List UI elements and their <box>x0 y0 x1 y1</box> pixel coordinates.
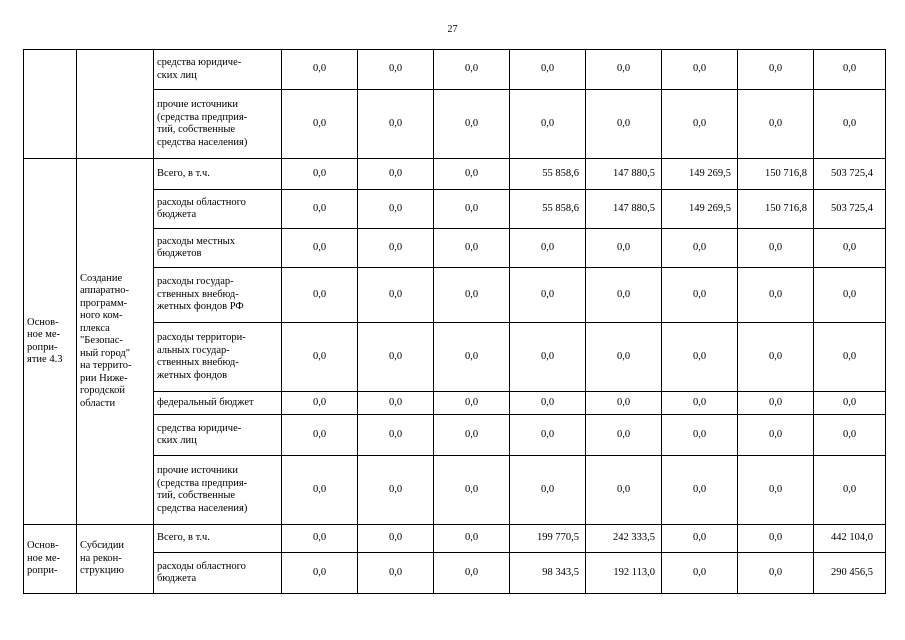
cell-line: (средства предприя- <box>157 477 248 489</box>
main-activity-cell <box>24 525 77 594</box>
amount-cell: 0,0 <box>662 323 738 392</box>
cell-line: средства юридиче- <box>157 57 242 68</box>
amount-cell: 0,0 <box>510 323 586 392</box>
amount-cell: 147 880,5 <box>586 190 662 229</box>
amount-cell: 0,0 <box>586 50 662 90</box>
funding-source-cell <box>154 525 282 553</box>
amount-cell: 0,0 <box>814 50 886 90</box>
amount-cell: 0,0 <box>662 525 738 553</box>
cell-line: бюджетов <box>157 248 202 259</box>
amount-cell: 0,0 <box>738 323 814 392</box>
amount-cell: 0,0 <box>434 553 510 594</box>
amount-cell: 0,0 <box>358 525 434 553</box>
cell-line: средства населения) <box>157 502 248 514</box>
cell-line: средства юридиче- <box>157 422 242 434</box>
cell-line: альных государ- <box>157 344 230 356</box>
amount-cell: 0,0 <box>662 415 738 456</box>
amount-cell: 0,0 <box>282 415 358 456</box>
amount-cell: 0,0 <box>434 456 510 525</box>
table-row <box>24 525 886 553</box>
cell-line: Субсидии <box>80 540 125 552</box>
table-row <box>24 229 886 268</box>
cell-line: ного ком- <box>80 310 123 322</box>
amount-cell: 0,0 <box>282 525 358 553</box>
table-row <box>24 553 886 594</box>
amount-cell: 0,0 <box>814 229 886 268</box>
amount-cell: 0,0 <box>738 268 814 323</box>
amount-cell: 0,0 <box>434 90 510 159</box>
amount-cell: 0,0 <box>738 456 814 525</box>
amount-cell: 0,0 <box>282 456 358 525</box>
page-number: 27 <box>447 24 458 35</box>
amount-cell: 0,0 <box>510 268 586 323</box>
table-row <box>24 159 886 190</box>
amount-cell: 199 770,5 <box>510 525 586 553</box>
cell-line: бюджета <box>157 573 197 584</box>
amount-cell: 0,0 <box>358 190 434 229</box>
cell-line: городской <box>80 385 125 397</box>
cell-line: прочие источники <box>157 99 238 110</box>
cell-line: жетных фондов РФ <box>157 301 244 313</box>
cell-line: жетных фондов <box>157 369 228 381</box>
amount-cell: 0,0 <box>814 392 886 415</box>
cell-line: аппаратно- <box>80 285 130 297</box>
funding-source-cell <box>154 268 282 323</box>
amount-cell: 0,0 <box>586 415 662 456</box>
cell-line: Всего, в т.ч. <box>157 532 210 544</box>
activity-description-cell <box>77 159 154 525</box>
cell-line: ный город" <box>80 347 131 359</box>
amount-cell: 0,0 <box>738 50 814 90</box>
funding-source-cell <box>154 456 282 525</box>
cell-line: программ- <box>80 297 128 309</box>
amount-cell: 150 716,8 <box>738 190 814 229</box>
table-row <box>24 50 886 90</box>
main-activity-cell <box>24 159 77 525</box>
cell-line: ственных внебюд- <box>157 357 239 368</box>
amount-cell: 0,0 <box>662 456 738 525</box>
cell-line: прочие источники <box>157 465 238 476</box>
table-row <box>24 323 886 392</box>
activity-description-cell <box>77 525 154 594</box>
cell-line: расходы областного <box>157 196 246 208</box>
cell-line: ропри- <box>27 565 58 577</box>
amount-cell: 0,0 <box>282 159 358 190</box>
amount-cell: 0,0 <box>662 229 738 268</box>
amount-cell: 0,0 <box>282 229 358 268</box>
funding-source-cell <box>154 50 282 90</box>
amount-cell: 0,0 <box>738 392 814 415</box>
amount-cell: 0,0 <box>434 50 510 90</box>
amount-cell: 0,0 <box>814 323 886 392</box>
amount-cell: 0,0 <box>586 90 662 159</box>
table-row <box>24 190 886 229</box>
amount-cell: 150 716,8 <box>738 159 814 190</box>
cell-line: на террито- <box>80 360 132 372</box>
amount-cell: 0,0 <box>510 90 586 159</box>
amount-cell: 0,0 <box>358 159 434 190</box>
amount-cell: 0,0 <box>662 90 738 159</box>
amount-cell: 0,0 <box>434 190 510 229</box>
amount-cell: 0,0 <box>586 229 662 268</box>
funding-source-cell <box>154 190 282 229</box>
table-row <box>24 90 886 159</box>
funding-source-cell <box>154 415 282 456</box>
amount-cell: 0,0 <box>510 456 586 525</box>
amount-cell: 503 725,4 <box>814 159 886 190</box>
cell-line: ских лиц <box>157 69 197 81</box>
amount-cell: 0,0 <box>586 323 662 392</box>
amount-cell: 0,0 <box>662 268 738 323</box>
amount-cell: 0,0 <box>510 50 586 90</box>
cell-line: Основ- <box>27 316 59 328</box>
amount-cell: 290 456,5 <box>814 553 886 594</box>
amount-cell: 0,0 <box>434 268 510 323</box>
amount-cell: 0,0 <box>282 190 358 229</box>
amount-cell: 503 725,4 <box>814 190 886 229</box>
amount-cell: 147 880,5 <box>586 159 662 190</box>
amount-cell: 149 269,5 <box>662 159 738 190</box>
amount-cell: 0,0 <box>358 392 434 415</box>
amount-cell: 0,0 <box>662 392 738 415</box>
amount-cell: 0,0 <box>434 525 510 553</box>
amount-cell: 0,0 <box>282 392 358 415</box>
amount-cell: 0,0 <box>282 268 358 323</box>
amount-cell: 0,0 <box>358 229 434 268</box>
funding-source-cell <box>154 90 282 159</box>
amount-cell: 0,0 <box>814 456 886 525</box>
table-row <box>24 268 886 323</box>
cell-line: рии Ниже- <box>80 372 128 384</box>
funding-source-cell <box>154 323 282 392</box>
cell-line: тий, собственные <box>157 124 236 135</box>
amount-cell: 0,0 <box>510 392 586 415</box>
amount-cell: 192 113,0 <box>586 553 662 594</box>
cell-line: тий, собственные <box>157 490 236 501</box>
amount-cell: 0,0 <box>358 456 434 525</box>
funding-source-cell <box>154 553 282 594</box>
amount-cell: 0,0 <box>434 415 510 456</box>
cell-line: струкцию <box>80 565 124 577</box>
cell-line: ственных внебюд- <box>157 288 239 300</box>
cell-line: Основ- <box>27 540 59 552</box>
cell-line: ятие 4.3 <box>27 354 63 365</box>
cell-line: расходы территори- <box>157 332 246 343</box>
activity-description-cell <box>77 50 154 159</box>
amount-cell: 55 858,6 <box>510 190 586 229</box>
amount-cell: 0,0 <box>738 525 814 553</box>
amount-cell: 0,0 <box>586 268 662 323</box>
amount-cell: 0,0 <box>434 323 510 392</box>
cell-line: ропри- <box>27 341 58 353</box>
amount-cell: 0,0 <box>282 323 358 392</box>
amount-cell: 0,0 <box>358 323 434 392</box>
cell-line: ное ме- <box>27 552 61 564</box>
cell-line: ских лиц <box>157 435 197 446</box>
cell-line: расходы государ- <box>157 276 234 288</box>
amount-cell: 0,0 <box>814 90 886 159</box>
amount-cell: 0,0 <box>814 415 886 456</box>
cell-line: бюджета <box>157 209 197 220</box>
amount-cell: 0,0 <box>358 50 434 90</box>
table-row <box>24 456 886 525</box>
amount-cell: 442 104,0 <box>814 525 886 553</box>
cell-line: расходы местных <box>157 235 235 247</box>
cell-line: Создание <box>80 272 123 284</box>
funding-source-cell <box>154 159 282 190</box>
amount-cell: 0,0 <box>434 159 510 190</box>
amount-cell: 0,0 <box>586 392 662 415</box>
amount-cell: 149 269,5 <box>662 190 738 229</box>
cell-line: ное ме- <box>27 329 61 340</box>
table-row <box>24 392 886 415</box>
cell-line: (средства предприя- <box>157 111 248 123</box>
cell-line: области <box>80 397 116 409</box>
main-activity-cell <box>24 50 77 159</box>
cell-line: на рекон- <box>80 552 122 564</box>
amount-cell: 0,0 <box>738 553 814 594</box>
cell-line: средства населения) <box>157 136 248 148</box>
amount-cell: 0,0 <box>510 415 586 456</box>
amount-cell: 0,0 <box>358 268 434 323</box>
amount-cell: 0,0 <box>282 553 358 594</box>
amount-cell: 0,0 <box>434 392 510 415</box>
cell-line: расходы областного <box>157 560 246 572</box>
amount-cell: 0,0 <box>738 229 814 268</box>
amount-cell: 242 333,5 <box>586 525 662 553</box>
amount-cell: 0,0 <box>358 90 434 159</box>
funding-source-cell <box>154 392 282 415</box>
amount-cell: 0,0 <box>282 50 358 90</box>
table-row <box>24 415 886 456</box>
cell-line: федеральный бюджет <box>157 396 254 408</box>
funding-source-cell <box>154 229 282 268</box>
cell-line: "Безопас- <box>80 335 123 347</box>
amount-cell: 0,0 <box>738 415 814 456</box>
cell-line: Всего, в т.ч. <box>157 167 210 179</box>
cell-line: плекса <box>80 322 110 334</box>
amount-cell: 55 858,6 <box>510 159 586 190</box>
amount-cell: 0,0 <box>738 90 814 159</box>
amount-cell: 0,0 <box>662 553 738 594</box>
amount-cell: 0,0 <box>358 415 434 456</box>
amount-cell: 98 343,5 <box>510 553 586 594</box>
amount-cell: 0,0 <box>662 50 738 90</box>
budget-table <box>23 49 886 594</box>
amount-cell: 0,0 <box>282 90 358 159</box>
amount-cell: 0,0 <box>814 268 886 323</box>
amount-cell: 0,0 <box>434 229 510 268</box>
amount-cell: 0,0 <box>358 553 434 594</box>
amount-cell: 0,0 <box>510 229 586 268</box>
amount-cell: 0,0 <box>586 456 662 525</box>
